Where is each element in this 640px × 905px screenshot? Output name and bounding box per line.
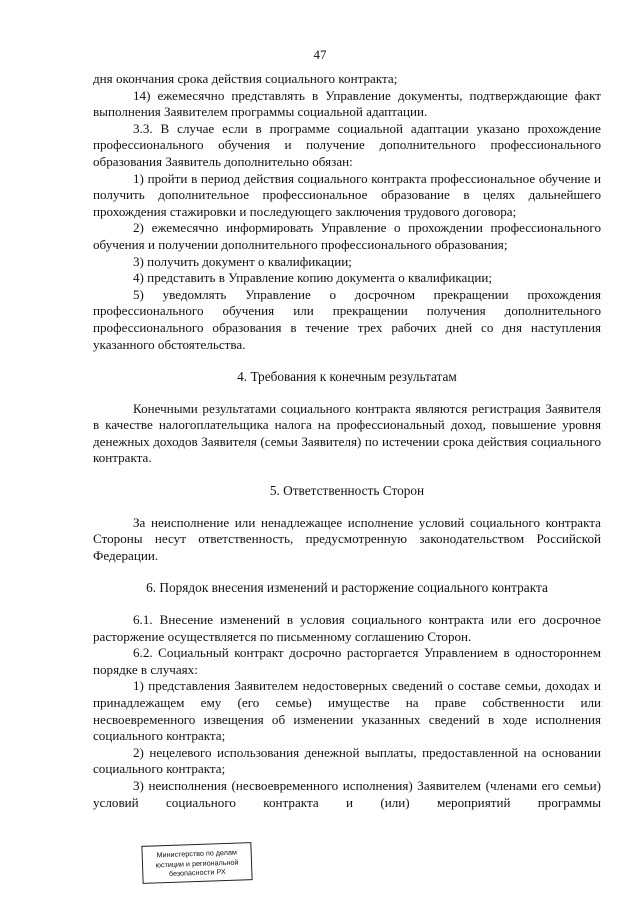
document-body [93,71,601,811]
paragraph: За неисполнение или ненадлежащее исполнение условий социального контракта Стороны несут ответственность, предусмотренную законодательством Российской Федерации. [93,514,601,563]
paragraph: 2) нецелевого использования денежной выплаты, предоставленной на основании социального контракта; [93,744,601,777]
paragraph: 14) ежемесячно представлять в Управление документы, подтверждающие факт выполнения Заявителем программы социальной адаптации. [93,87,601,120]
stamp-line: Министерство по делам [156,847,237,860]
ministry-stamp [141,842,252,884]
paragraph: 1) пройти в период действия социального контракта профессиональное обучение и получить дополнительное профессиональное образование в целях дальнейшего прохождения стажировки и последующего заключения трудового договора; [93,170,601,219]
paragraph: дня окончания срока действия социального контракта; [93,71,398,86]
paragraph: 4) представить в Управление копию документа о квалификации; [133,270,493,286]
paragraph: 3) получить документ о квалификации; [133,253,352,269]
section-heading: 4. Требования к конечным результатам [237,369,457,385]
paragraph: Конечными результатами социального контракта являются регистрация Заявителя в качестве налогоплательщика налога на профессиональный доход, повышение уровня денежных доходов Заявителя (семьи Заявителя) по истечении срока действия социального контракта. [93,400,601,466]
paragraph: 6.2. Социальный контракт досрочно расторгается Управлением в одностороннем порядке в случаях: [93,645,601,677]
paragraph: 1) представления Заявителем недостоверных сведений о составе семьи, доходах и принадлежащем ему (его семье) имуществе на праве собственности или несвоевременного извещения об изменении указанных сведений в ходе исполнения социального контракта; [93,678,601,744]
paragraph: 3) неисполнения (несвоевременного исполнения) Заявителем (членами его семьи) условий социального контракта и (или) мероприятий программы [93,777,601,810]
stamp-line: юстиции и региональной [155,857,239,870]
section-heading: 6. Порядок внесения изменений и расторжение социального контракта [146,580,548,596]
paragraph: 6.1. Внесение изменений в условия социального контракта или его досрочное расторжение осуществляется по письменному соглашению Сторон. [93,612,601,644]
stamp-line: безопасности РХ [168,867,226,879]
paragraph: 3.3. В случае если в программе социальной адаптации указано прохождение профессионального обучения и получение дополнительного профессионального образования Заявитель дополнительно обязан: [93,120,601,169]
paragraph: 5) уведомлять Управление о досрочном прекращении прохождения профессионального обучения или прекращении получения дополнительного профессионального образования в течение трех рабочих дней со дня наступления указанного обстоятельства. [93,286,601,352]
paragraph: 2) ежемесячно информировать Управление о прохождении профессионального обучения и получении дополнительного профессионального образования; [93,220,601,252]
section-heading: 5. Ответственность Сторон [269,483,425,499]
page-number: 47 [313,47,327,62]
